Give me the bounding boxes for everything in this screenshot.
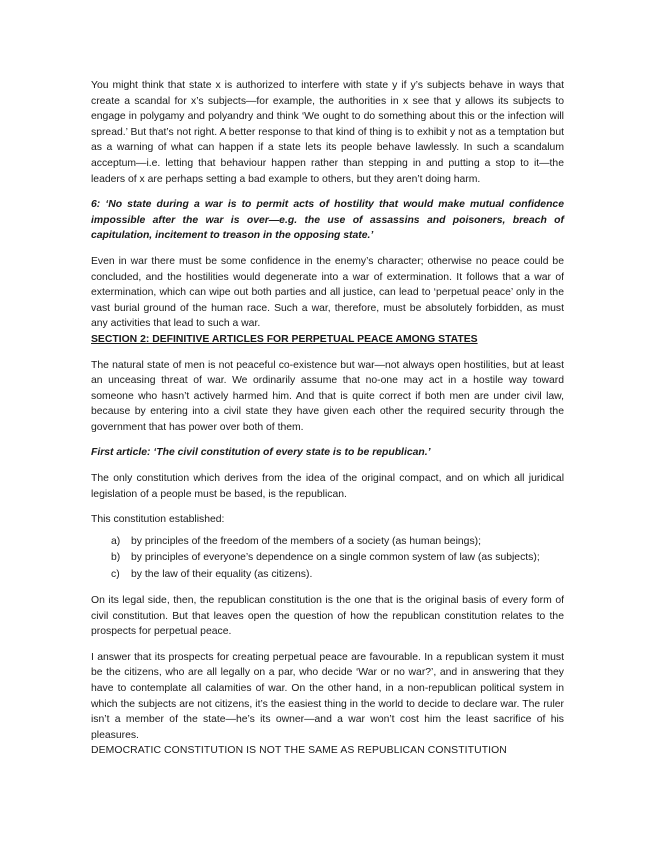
paragraph-war-confidence: Even in war there must be some confidence in the enemy’s character; otherwise no peace could be concluded, and the hostilities would degenerate into a war of extermination. It follows that a war of extermination, which can wipe out both parties and all justice, can lead to ‘perpetual peace’ only in the vast burial ground of the human race. Such a war, therefore, must be absolutely forbidden, as must any activities that lead to such a war.	[91, 255, 564, 330]
paragraph-republican-constitution: The only constitution which derives from the idea of the original compact, and on which all juridical legislation of a people must be based, is the republican.	[91, 473, 564, 500]
paragraph-constitution-established: This constitution established:	[91, 514, 225, 526]
article-6-heading: 6: ‘No state during a war is to permit acts of hostility that would make mutual confidence impossible after the war is over—e.g. the use of assassins and poisoners, breach of capitulation, incitement to treason in the opposing state.’	[91, 199, 564, 242]
paragraph-state-interference: You might think that state x is authorized to interfere with state y if y’s subjects behave in ways that create a scandal for x’s subjects—for example, the authorities in x see that y allows its subjects to engage in polygamy and polyandry and think ‘We ought to do something about this or the infection will spread.’ But that’s not right. A better response to that kind of thing is to exhibit y not as a temptation but as a warning of what can happen if a state lets its people behave lawlessly. In such a scandalum acceptum—i.e. letting that behaviour happen rather than stepping in and putting a stop to it—the leaders of x are perhaps setting a bad example to others, but they aren’t doing harm.	[91, 80, 564, 185]
list-item	[91, 534, 564, 550]
first-article-heading: First article: ‘The civil constitution of every state is to be republican.’	[91, 447, 431, 459]
paragraph-natural-state: The natural state of men is not peaceful co-existence but war—not always open hostilities, but at least an unceasing threat of war. We ordinarily assume that no-one may act in a hostile way toward someone who hasn’t actively harmed him. And that is quite correct if both men are under civil law, because by entering into a civil state they have given each other the required security through the government that has power over both of them.	[91, 359, 564, 433]
list-item	[91, 550, 564, 566]
principles-list	[91, 534, 564, 583]
list-item-text: by the law of their equality (as citizens).	[131, 568, 313, 580]
paragraph-legal-side: On its legal side, then, the republican constitution is the one that is the original basis of every form of civil constitution. But that leaves open the question of how the republican constitution relates to the prospects for perpetual peace.	[91, 595, 564, 638]
section-2-heading: SECTION 2: DEFINITIVE ARTICLES FOR PERPETUAL PEACE AMONG STATES	[91, 333, 478, 345]
document-body	[91, 78, 564, 759]
list-item-text: by principles of everyone’s dependence on a single common system of law (as subjects);	[131, 552, 540, 564]
democratic-constitution-heading: DEMOCRATIC CONSTITUTION IS NOT THE SAME AS REPUBLICAN CONSTITUTION	[91, 745, 507, 757]
list-marker: a)	[111, 535, 121, 547]
list-item	[91, 567, 564, 583]
list-item-text: by principles of the freedom of the members of a society (as human beings);	[131, 535, 481, 547]
paragraph-prospects-peace: I answer that its prospects for creating perpetual peace are favourable. In a republican system it must be the citizens, who are all legally on a par, who decide ‘War or no war?’, and in answering that they have to contemplate all calamities of war. On the other hand, in a non-republican political system in which the subjects are not citizens, it’s the easiest thing in the world to decide to declare war. The ruler isn’t a member of the state—he’s its owner—and a war won’t cost him the least sacrifice of his pleasures.	[91, 651, 564, 741]
list-marker: b)	[111, 552, 121, 564]
list-marker: c)	[111, 568, 120, 580]
